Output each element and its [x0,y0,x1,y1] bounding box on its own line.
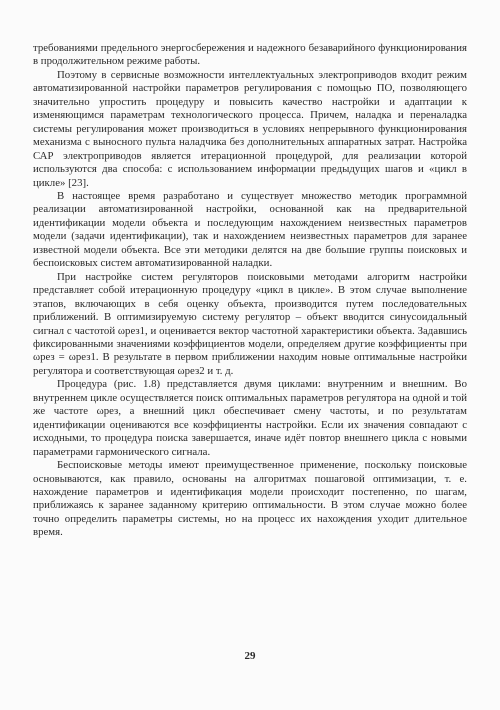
page-number: 29 [244,650,256,662]
paragraph-3: В настоящее время разработано и существует множество методик программной реализации автоматизированной настройки, основанной как на предварительной идентификации модели объекта и последующим нахождением неизвестных параметров модели (задачи идентификации), так и нахождением неизвестных параметров для заранее известной модели объекта. Все эти методики делятся на две большие группы поисковых и беспоисковых систем автоматизированной наладки. [33,189,467,270]
body-text [33,42,467,540]
paragraph-4: При настройке систем регуляторов поисковыми методами алгоритм настройки представляет собой итерационную процедуру «цикл в цикле». В этом случае выполнение этапов, включающих в себя оценку объекта, производится путем последовательных приближений. В оптимизируемую систему регулятор – объект вводится синусоидальный сигнал с частотой ωрез1, и оценивается вектор частотной характеристики объекта. Задавшись фиксированными значениями коэффициентов модели, определяем другие коэффициенты при ωрез = ωрез1. В результате в первом приближении находим новые оптимальные настройки регулятора и соответствующая ωрез2 и т. д. [33,270,467,377]
paragraph-1: требованиями предельного энергосбережения и надежного безаварийного функционирования в продолжительном режиме работы. [33,42,467,68]
paragraph-5: Процедура (рис. 1.8) представляется двумя циклами: внутренним и внешним. Во внутреннем цикле осуществляется поиск оптимальных параметров регулятора на одной и той же частоте ωрез, а внешний цикл обеспечивает смену частоты, и по результатам идентификации оцениваются все коэффициенты настройки. Если их значения совпадают с исходными, то процедура поиска завершается, иначе идёт повтор внешнего цикла с новыми параметрами гармонического сигнала. [33,378,467,458]
paragraph-2: Поэтому в сервисные возможности интеллектуальных электроприводов входит режим автоматизированной настройки параметров регулирования с помощью ПО, позволяющего значительно упростить процедуру и повысить качество настройки и адаптации к изменяющимся параметрам технологического процесса. Причем, наладка и переналадка системы регулирования может производиться в условиях непрерывного функционирования механизма с выносного пульта наладчика без дополнительных аппаратных затрат. Настройка САР электроприводов является итерационной процедурой, для реализации которой используются два способа: с использованием информации предыдущих шагов и «цикл в цикле» [23]. [33,68,467,189]
paragraph-6: Беспоисковые методы имеют преимущественное применение, поскольку поисковые основываются, как правило, основаны на алгоритмах пошаговой оптимизации, т. е. нахождение параметров и идентификация модели происходит постепенно, по шагам, приближаясь к заранее заданному критерию оптимальности. В этом случае можно более точно определить параметры системы, но на процесс их нахождения уходит длительное время. [33,459,467,539]
